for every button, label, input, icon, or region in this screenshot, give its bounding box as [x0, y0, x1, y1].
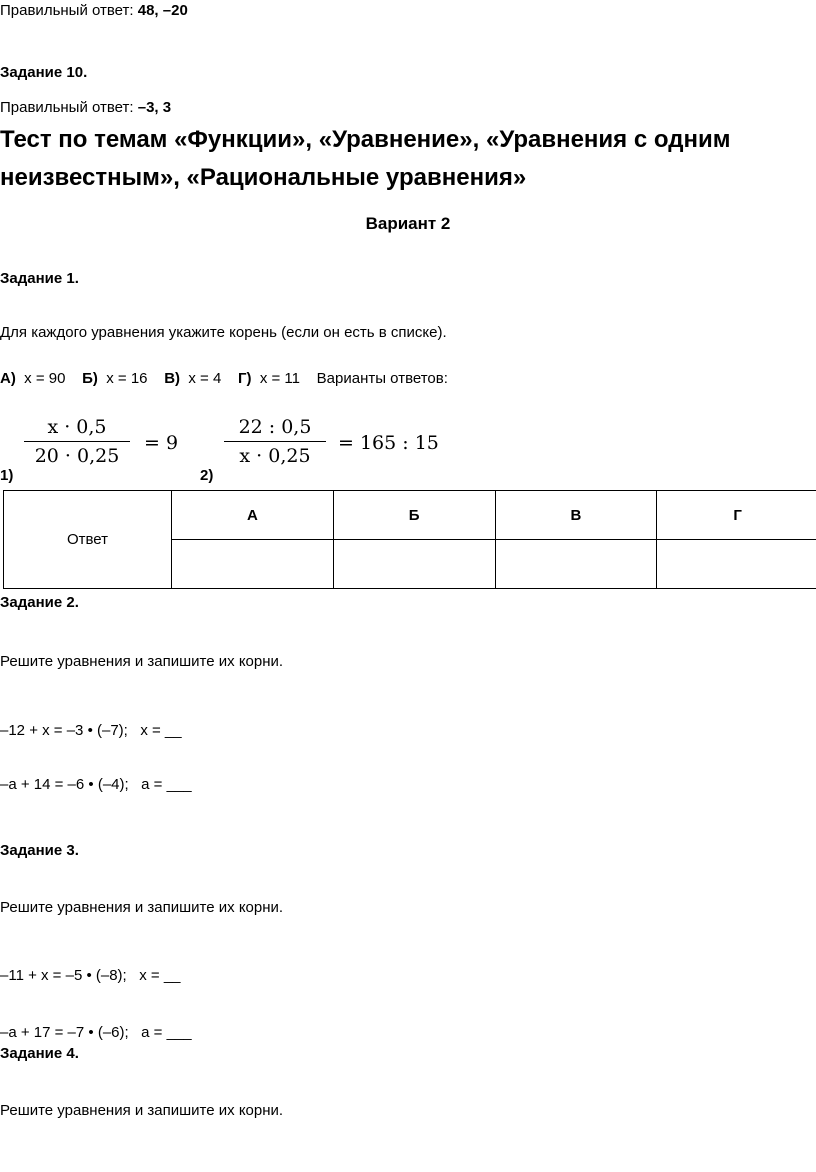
answer-label: Правильный ответ: — [0, 99, 134, 116]
equation-1-label: 1) — [0, 467, 14, 484]
task-4-instruction: Решите уравнения и запишите их корни. — [0, 1102, 284, 1119]
task-2-heading: Задание 2. — [0, 594, 79, 611]
table-row — [4, 491, 816, 540]
option-letter: Г) — [237, 370, 252, 387]
answer-cell[interactable] — [172, 540, 334, 589]
option-letter: Б) — [82, 370, 98, 387]
column-header: А — [172, 491, 334, 540]
equation-2-fraction — [224, 416, 326, 467]
answer-10-line — [0, 99, 171, 116]
answer-cell[interactable] — [333, 540, 495, 589]
answer-row-label: Ответ — [4, 491, 172, 589]
answer-9-line — [0, 2, 188, 19]
variant-heading: Вариант 2 — [365, 214, 451, 233]
options-caption: Варианты ответов: — [316, 370, 448, 387]
task-2-equation-2: –a + 14 = –6 • (–4); a = ___ — [0, 776, 192, 793]
task-2-instruction: Решите уравнения и запишите их корни. — [0, 653, 284, 670]
equation-2-rhs: = 165 : 15 — [338, 432, 439, 454]
column-header: Г — [657, 491, 816, 540]
task-1-heading: Задание 1. — [0, 270, 79, 287]
answer-table — [3, 490, 816, 589]
column-header: В — [495, 491, 657, 540]
equation-2-numerator: 22 : 0,5 — [224, 416, 326, 442]
equation-2-denominator: x · 0,25 — [239, 445, 311, 467]
task-3-equation-1: –11 + x = –5 • (–8); x = __ — [0, 967, 181, 984]
equation-1-rhs: = 9 — [144, 432, 179, 454]
task-3-equation-2: –a + 17 = –7 • (–6); a = ___ — [0, 1024, 192, 1041]
task-3-instruction: Решите уравнения и запишите их корни. — [0, 899, 284, 916]
answer-options-line — [0, 370, 448, 387]
option-value: x = 4 — [188, 370, 222, 387]
option-value: x = 90 — [24, 370, 66, 387]
equation-1-numerator: x · 0,5 — [24, 416, 130, 442]
task-10-heading: Задание 10. — [0, 64, 88, 81]
test-title-line-1: Тест по темам «Функции», «Уравнение», «Уравнения с одним — [0, 126, 731, 153]
equation-1-fraction — [24, 416, 130, 467]
task-4-heading: Задание 4. — [0, 1045, 79, 1062]
task-2-equation-1: –12 + x = –3 • (–7); x = __ — [0, 722, 182, 739]
equation-2-label: 2) — [200, 467, 214, 484]
task-3-heading: Задание 3. — [0, 842, 79, 859]
option-value: x = 16 — [106, 370, 148, 387]
column-header: Б — [333, 491, 495, 540]
answer-cell[interactable] — [657, 540, 816, 589]
option-value: x = 11 — [259, 370, 300, 387]
task-1-instruction: Для каждого уравнения укажите корень (если он есть в списке). — [0, 324, 447, 341]
answer-value: –3, 3 — [137, 99, 172, 116]
test-title-line-2: неизвестным», «Рациональные уравнения» — [0, 164, 527, 191]
answer-label: Правильный ответ: — [0, 2, 134, 19]
equation-1-denominator: 20 · 0,25 — [34, 445, 120, 467]
answer-cell[interactable] — [495, 540, 657, 589]
option-letter: В) — [164, 370, 181, 387]
option-letter: А) — [0, 370, 16, 387]
answer-value: 48, –20 — [137, 2, 188, 19]
